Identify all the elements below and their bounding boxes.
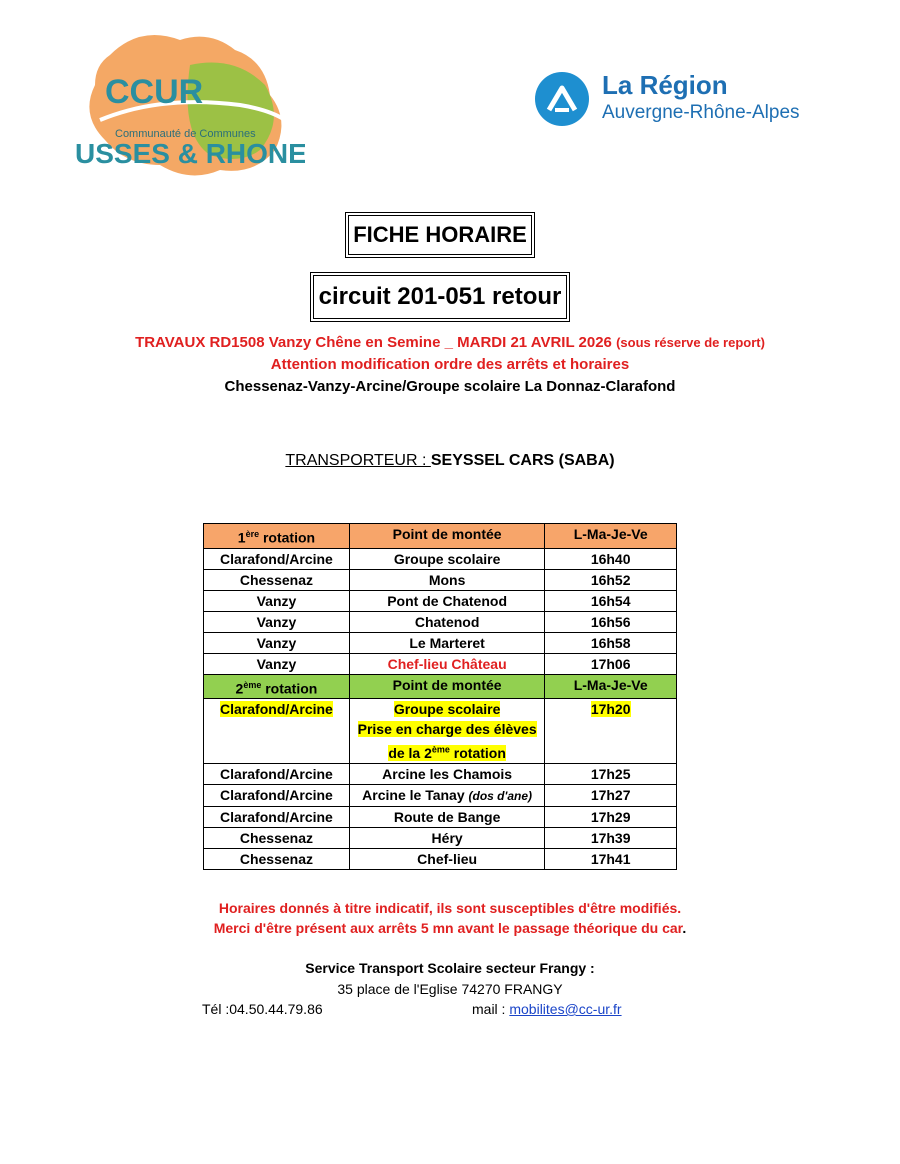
- route-description: Chessenaz-Vanzy-Arcine/Groupe scolaire La Donnaz-Clarafond: [224, 378, 676, 395]
- stop-point: Mons: [349, 569, 544, 590]
- rotation-1-label: 1ère rotation: [204, 524, 350, 549]
- stop-commune: Clarafond/Arcine: [204, 806, 350, 827]
- transporteur-sep: :: [421, 452, 431, 469]
- stop-commune: Clarafond/Arcine: [204, 784, 350, 806]
- attention-notice: Attention modification ordre des arrêts et horaires: [270, 356, 630, 373]
- table-row: [204, 590, 677, 611]
- transporteur-label: TRANSPORTEUR: [285, 452, 422, 469]
- table-row: [204, 611, 677, 632]
- ccur-logo: [70, 25, 305, 185]
- stop-time: 17h39: [545, 827, 677, 848]
- stop-point: Chatenod: [349, 611, 544, 632]
- stop-commune: Chessenaz: [204, 827, 350, 848]
- table-row: [204, 653, 677, 674]
- mail-link[interactable]: mobilites@cc-ur.fr: [509, 1001, 622, 1017]
- ccur-badge: CCUR: [105, 73, 204, 111]
- stop-commune: Chessenaz: [204, 848, 350, 869]
- travaux-notice: [0, 334, 900, 351]
- rotation-2-col3: L-Ma-Je-Ve: [545, 674, 677, 699]
- stop-time: 16h54: [545, 590, 677, 611]
- page-title: FICHE HORAIRE: [345, 212, 535, 258]
- stop-time: 17h06: [545, 653, 677, 674]
- stop-commune: Clarafond/Arcine: [204, 548, 350, 569]
- footer-warning-2: Merci d'être présent aux arrêts 5 mn avant le passage théorique du car.: [213, 920, 687, 936]
- rotation-1-header: [204, 524, 677, 549]
- special-commune: Clarafond/Arcine: [204, 699, 350, 764]
- stop-point: Pont de Chatenod: [349, 590, 544, 611]
- stop-time: 16h58: [545, 632, 677, 653]
- stop-point: Chef-lieu: [349, 848, 544, 869]
- ccur-subtitle: Communauté de Communes: [115, 128, 256, 140]
- stop-point: Le Marteret: [349, 632, 544, 653]
- stop-point: Arcine les Chamois: [349, 763, 544, 784]
- footer-warning-1: Horaires donnés à titre indicatif, ils sont susceptibles d'être modifiés.: [218, 900, 682, 916]
- region-subtitle: Auvergne-Rhône-Alpes: [602, 102, 800, 123]
- stop-time: 16h40: [545, 548, 677, 569]
- circuit-title: circuit 201-051 retour: [310, 272, 570, 322]
- service-mail: mail : mobilites@cc-ur.fr: [472, 1001, 622, 1017]
- transporteur-name: SEYSSEL CARS (SABA): [430, 452, 615, 469]
- stop-commune: Vanzy: [204, 611, 350, 632]
- stop-time: 16h52: [545, 569, 677, 590]
- stop-time: 16h56: [545, 611, 677, 632]
- rotation-1-col3: L-Ma-Je-Ve: [545, 524, 677, 549]
- table-row: [204, 806, 677, 827]
- special-point: Groupe scolaire Prise en charge des élèves de la 2ème rotation: [349, 699, 544, 764]
- table-row: [204, 632, 677, 653]
- stop-time: 17h25: [545, 763, 677, 784]
- timetable: [203, 523, 677, 870]
- special-time: 17h20: [545, 699, 677, 764]
- region-circle-icon: [535, 72, 589, 126]
- ccur-name: USSES & RHONE: [75, 138, 305, 169]
- table-row: [204, 784, 677, 806]
- stop-commune: Chessenaz: [204, 569, 350, 590]
- rotation-2-col2: Point de montée: [349, 674, 544, 699]
- table-row-special: [204, 699, 677, 764]
- region-title: La Région: [602, 70, 728, 100]
- rotation-2-label: 2ème rotation: [204, 674, 350, 699]
- stop-commune: Vanzy: [204, 632, 350, 653]
- stop-time: 17h29: [545, 806, 677, 827]
- service-phone: Tél :04.50.44.79.86: [202, 1001, 323, 1017]
- service-address: 35 place de l'Eglise 74270 FRANGY: [337, 981, 563, 997]
- stop-point: Route de Bange: [349, 806, 544, 827]
- table-row: [204, 827, 677, 848]
- stop-point: Chef-lieu Château: [349, 653, 544, 674]
- stop-point: Groupe scolaire: [349, 548, 544, 569]
- stop-commune: Clarafond/Arcine: [204, 763, 350, 784]
- stop-commune: Vanzy: [204, 653, 350, 674]
- stop-commune: Vanzy: [204, 590, 350, 611]
- reserve-text: (sous réserve de report): [616, 335, 765, 350]
- stop-point: Héry: [349, 827, 544, 848]
- region-logo: [535, 70, 825, 130]
- rotation-1-col2: Point de montée: [349, 524, 544, 549]
- transporteur-line: [0, 452, 900, 470]
- table-row: [204, 548, 677, 569]
- table-row: [204, 763, 677, 784]
- stop-time: 17h27: [545, 784, 677, 806]
- rotation-2-header: [204, 674, 677, 699]
- stop-time: 17h41: [545, 848, 677, 869]
- table-row: [204, 848, 677, 869]
- table-row: [204, 569, 677, 590]
- travaux-text: TRAVAUX RD1508 Vanzy Chêne en Semine _ MARDI 21 AVRIL 2026: [135, 334, 612, 351]
- stop-point: Arcine le Tanay (dos d'ane): [349, 784, 544, 806]
- service-title: Service Transport Scolaire secteur Frangy :: [305, 960, 595, 976]
